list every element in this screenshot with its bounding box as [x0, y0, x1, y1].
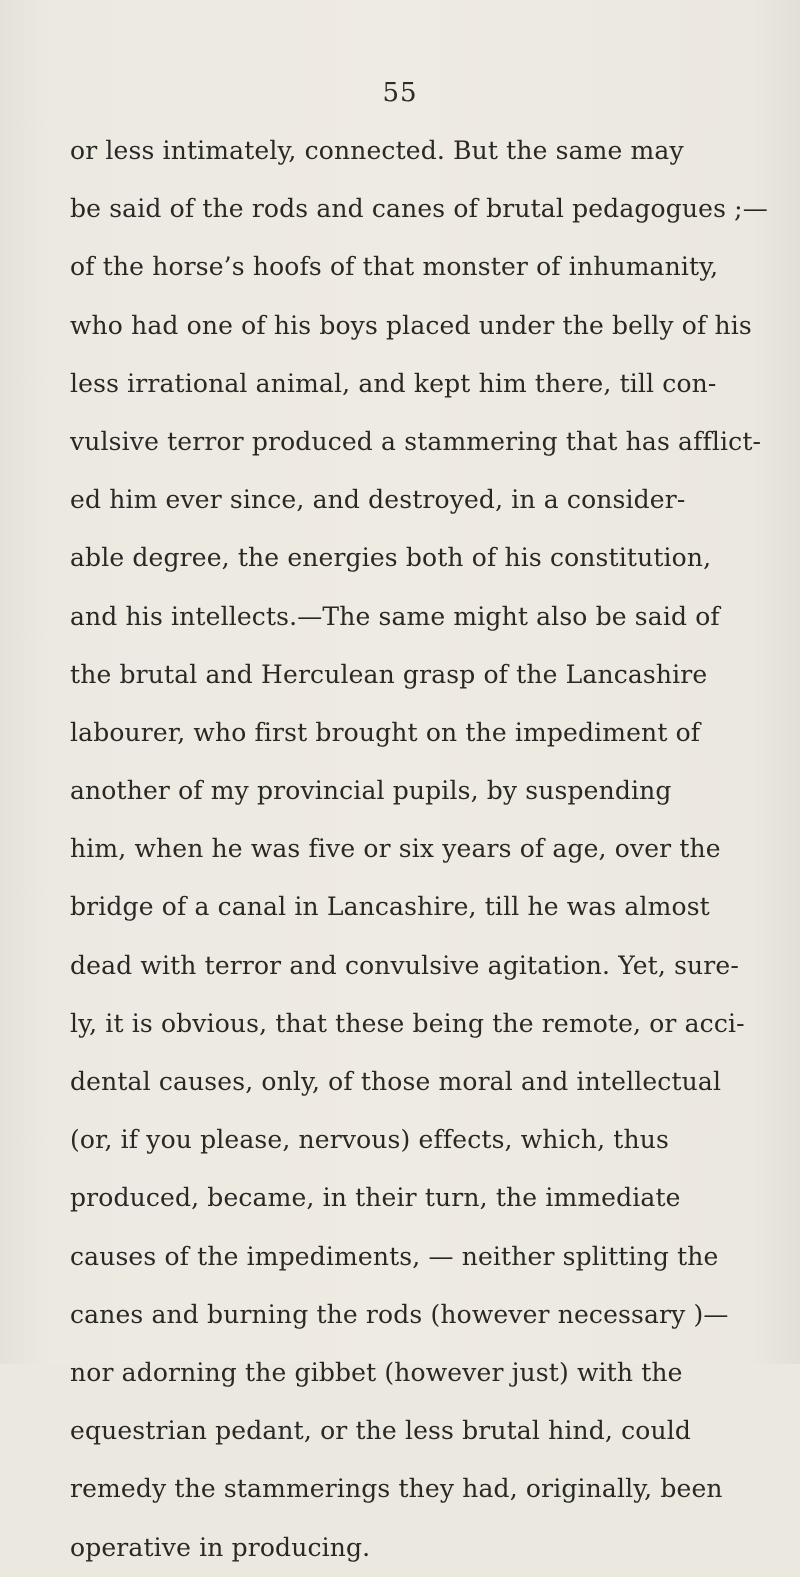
text-line: another of my provincial pupils, by suspending	[70, 776, 672, 806]
text-line: the brutal and Herculean grasp of the Lancashire	[70, 659, 708, 689]
text-line: and his intellects.—The same might also be said of	[70, 601, 720, 631]
text-line: of the horse’s hoofs of that monster of inhumanity,	[70, 252, 719, 282]
text-line: (or, if you please, nervous) effects, which, thus	[70, 1125, 669, 1155]
text-line: who had one of his boys placed under the belly of his	[70, 310, 752, 340]
text-line: equestrian pedant, or the less brutal hind, could	[70, 1416, 691, 1446]
text-line: ly, it is obvious, that these being the remote, or acci-	[70, 1008, 745, 1038]
text-line: causes of the impediments, — neither splitting the	[70, 1241, 719, 1271]
text-line: less irrational animal, and kept him there, till con-	[70, 368, 717, 398]
text-line: able degree, the energies both of his constitution,	[70, 543, 712, 573]
text-line: bridge of a canal in Lancashire, till he was almost	[70, 892, 710, 922]
text-line: remedy the stammerings they had, originally, been	[70, 1474, 723, 1504]
text-line: dental causes, only, of those moral and intellectual	[70, 1067, 722, 1096]
text-line: nor adorning the gibbet (however just) with the	[70, 1357, 683, 1387]
text-line: produced, became, in their turn, the immediate	[70, 1183, 681, 1213]
text-line: labourer, who first brought on the impediment of	[70, 717, 701, 747]
text-line: canes and burning the rods (however necessary )—	[70, 1299, 729, 1329]
text-line: or less intimately, connected. But the same may	[70, 136, 684, 165]
page-number: 55	[382, 78, 418, 108]
body-text	[70, 122, 768, 1577]
text-line: dead with terror and convulsive agitation. Yet, sure-	[70, 950, 739, 980]
text-line: operative in producing.	[70, 1532, 371, 1562]
text-line: him, when he was five or six years of age, over the	[70, 834, 721, 864]
text-line: vulsive terror produced a stammering that has afflict-	[70, 426, 762, 456]
text-line: be said of the rods and canes of brutal pedagogues ;—	[70, 194, 768, 224]
text-line: ed him ever since, and destroyed, in a consider-	[70, 485, 686, 515]
